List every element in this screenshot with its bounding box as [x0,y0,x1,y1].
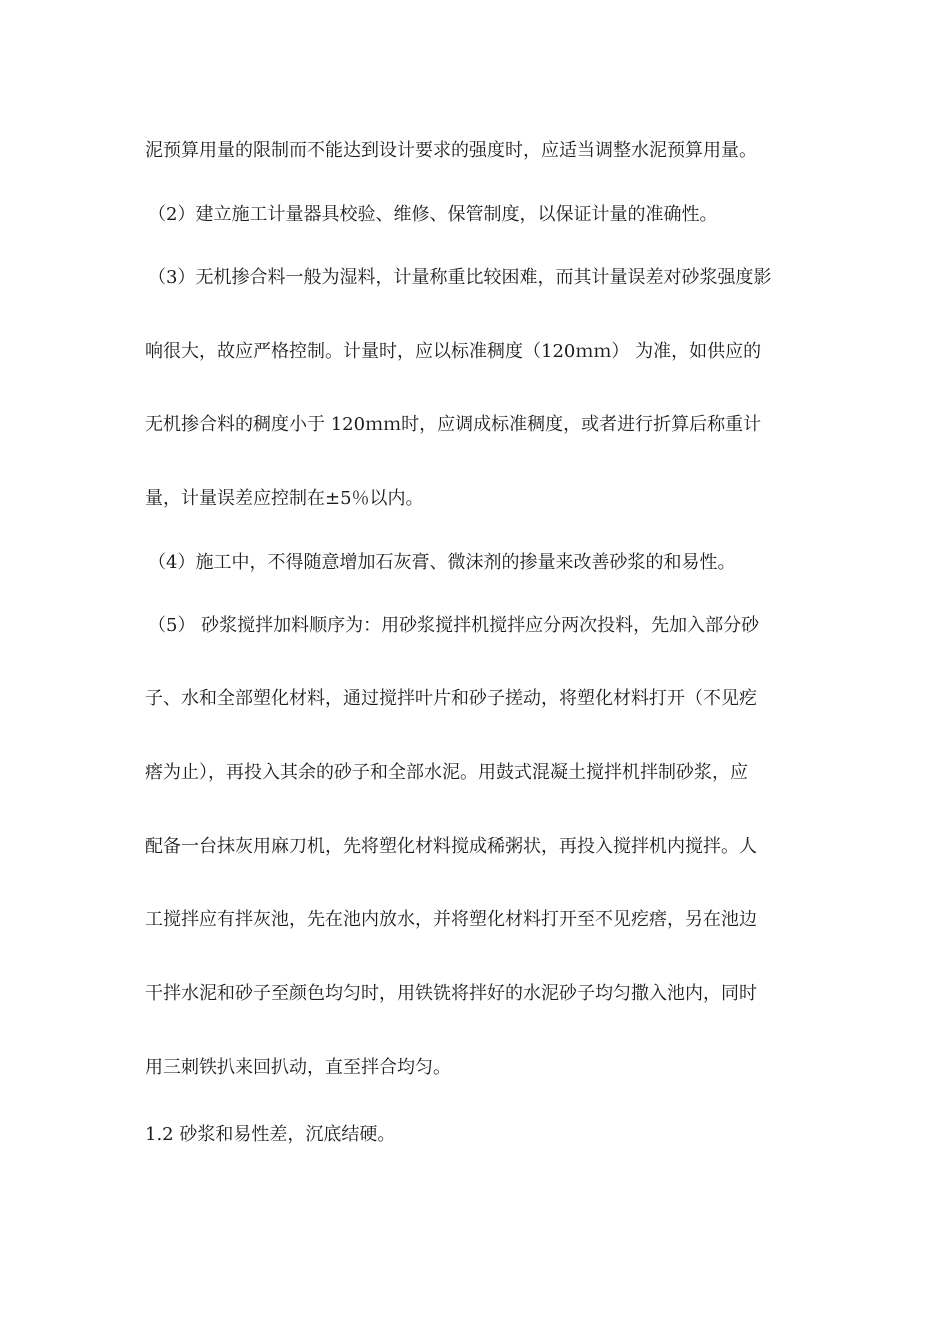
section-heading: 1.2 砂浆和易性差，沉底结硬。 [145,1124,396,1145]
list-item-4: （4）施工中，不得随意增加石灰膏、微沫剂的掺量来改善砂浆的和易性。 [148,552,736,573]
list-item-3: （3）无机掺合料一般为湿料，计量称重比较困难，而其计量误差对砂浆强度影 [148,267,772,288]
text-line: 工搅拌应有拌灰池，先在池内放水，并将塑化材料打开至不见疙瘩，另在池边 [145,909,757,930]
text-line: 量，计量误差应控制在±5％以内。 [145,488,424,509]
text-line: 无机掺合料的稠度小于 120ｍｍ时，应调成标准稠度，或者进行折算后称重计 [145,414,762,435]
text-line: 响很大，故应严格控制。计量时，应以标准稠度（120ｍｍ） 为准，如供应的 [145,341,762,362]
text-line: 子、水和全部塑化材料，通过搅拌叶片和砂子搓动，将塑化材料打开（不见疙 [145,688,757,709]
text-line: 干拌水泥和砂子至颜色均匀时，用铁铣将拌好的水泥砂子均匀撒入池内，同时 [145,983,757,1004]
text-line: 泥预算用量的限制而不能达到设计要求的强度时，应适当调整水泥预算用量。 [145,140,757,161]
list-item-2: （2）建立施工计量器具校验、维修、保管制度，以保证计量的准确性。 [148,204,718,225]
text-line: 配备一台抹灰用麻刀机，先将塑化材料搅成稀粥状，再投入搅拌机内搅拌。人 [145,836,757,857]
text-line: 用三刺铁扒来回扒动，直至拌合均匀。 [145,1057,451,1078]
text-line: 瘩为止），再投入其余的砂子和全部水泥。用鼓式混凝土搅拌机拌制砂浆，应 [145,762,748,783]
list-item-5: （5） 砂浆搅拌加料顺序为：用砂浆搅拌机搅拌应分两次投料，先加入部分砂 [148,615,760,636]
